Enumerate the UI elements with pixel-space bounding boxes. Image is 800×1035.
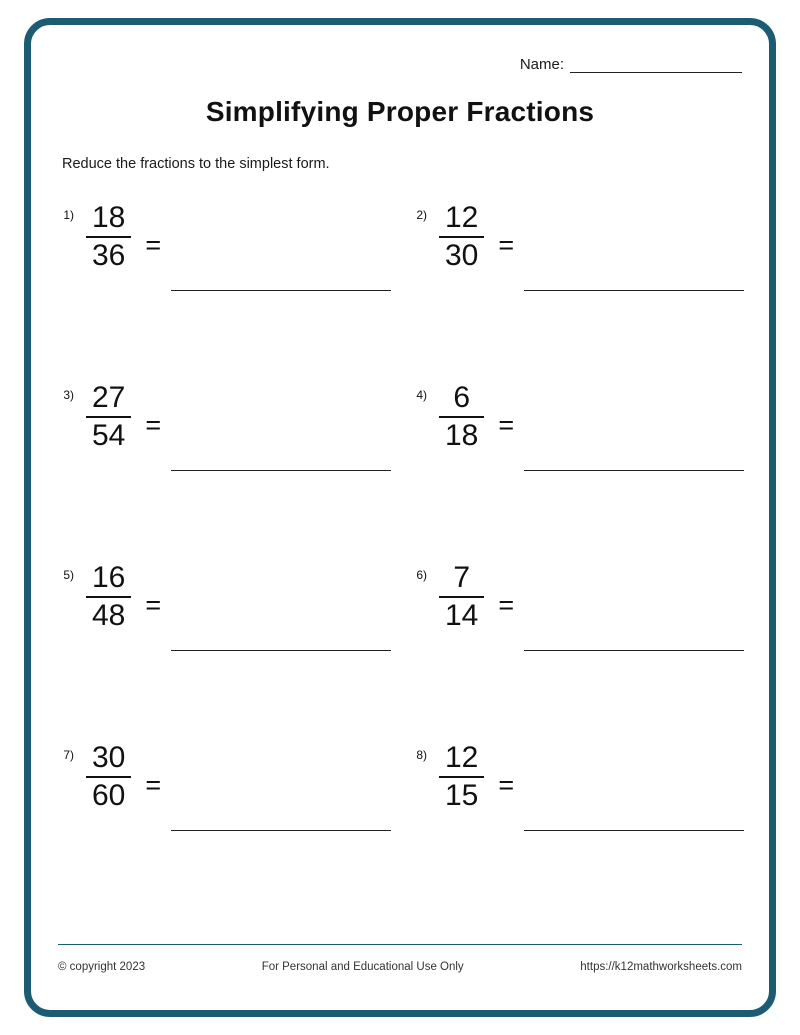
fraction-denominator: 54 <box>92 419 126 453</box>
footer-copyright: © copyright 2023 <box>58 961 146 973</box>
problem-number: 4) <box>416 388 427 402</box>
fraction-denominator: 15 <box>445 779 479 813</box>
name-label: Name: <box>519 56 564 73</box>
equals-sign: = <box>498 230 515 260</box>
footer-website-url: https://k12mathworksheets.com <box>580 961 742 973</box>
fraction-bar <box>439 776 484 778</box>
fraction-bar <box>439 236 484 238</box>
fraction-numerator: 30 <box>92 741 126 774</box>
fraction-denominator: 48 <box>92 599 126 633</box>
fraction <box>439 202 484 273</box>
fraction-numerator: 27 <box>92 381 126 414</box>
problem-item <box>407 372 760 552</box>
problem-number: 3) <box>63 388 74 402</box>
problem-number: 6) <box>416 568 427 582</box>
problem-item <box>407 192 760 372</box>
problem-number: 5) <box>63 568 74 582</box>
problem-number: 7) <box>63 748 74 762</box>
name-input-blank[interactable] <box>570 58 742 73</box>
fraction-bar <box>86 236 131 238</box>
fraction-bar <box>86 776 131 778</box>
answer-blank[interactable] <box>171 206 391 291</box>
worksheet-content <box>40 34 760 1001</box>
problem-item <box>407 552 760 732</box>
problem-grid <box>54 192 760 912</box>
answer-blank[interactable] <box>524 386 744 471</box>
problem-number: 2) <box>416 208 427 222</box>
fraction-numerator: 6 <box>453 381 471 414</box>
fraction <box>86 202 131 273</box>
fraction <box>439 742 484 813</box>
problem-item <box>54 552 407 732</box>
fraction <box>86 742 131 813</box>
equals-sign: = <box>145 230 162 260</box>
fraction-numerator: 18 <box>92 201 126 234</box>
answer-blank[interactable] <box>171 746 391 831</box>
answer-blank[interactable] <box>524 206 744 291</box>
fraction-numerator: 12 <box>445 741 479 774</box>
answer-blank[interactable] <box>524 746 744 831</box>
fraction-numerator: 12 <box>445 201 479 234</box>
fraction-numerator: 7 <box>453 561 471 594</box>
fraction-denominator: 30 <box>445 239 479 273</box>
equals-sign: = <box>498 410 515 440</box>
equals-sign: = <box>498 770 515 800</box>
fraction-numerator: 16 <box>92 561 126 594</box>
fraction-denominator: 36 <box>92 239 126 273</box>
equals-sign: = <box>145 410 162 440</box>
fraction <box>86 382 131 453</box>
fraction-denominator: 14 <box>445 599 479 633</box>
name-field-row <box>520 56 742 73</box>
fraction-bar <box>439 416 484 418</box>
equals-sign: = <box>145 770 162 800</box>
fraction-denominator: 60 <box>92 779 126 813</box>
problem-number: 8) <box>416 748 427 762</box>
footer-divider <box>58 944 742 946</box>
instruction-text: Reduce the fractions to the simplest form. <box>62 156 330 172</box>
page-title: Simplifying Proper Fractions <box>205 96 595 127</box>
fraction <box>439 382 484 453</box>
fraction-bar <box>439 596 484 598</box>
problem-item <box>54 372 407 552</box>
equals-sign: = <box>498 590 515 620</box>
problem-item <box>54 192 407 372</box>
problem-item <box>407 732 760 912</box>
fraction-bar <box>86 596 131 598</box>
answer-blank[interactable] <box>171 386 391 471</box>
problem-number: 1) <box>63 208 74 222</box>
fraction <box>86 562 131 633</box>
fraction-denominator: 18 <box>445 419 479 453</box>
equals-sign: = <box>145 590 162 620</box>
fraction-bar <box>86 416 131 418</box>
fraction <box>439 562 484 633</box>
footer-usage-note: For Personal and Educational Use Only <box>261 961 464 973</box>
footer <box>58 961 742 973</box>
answer-blank[interactable] <box>171 566 391 651</box>
problem-item <box>54 732 407 912</box>
answer-blank[interactable] <box>524 566 744 651</box>
